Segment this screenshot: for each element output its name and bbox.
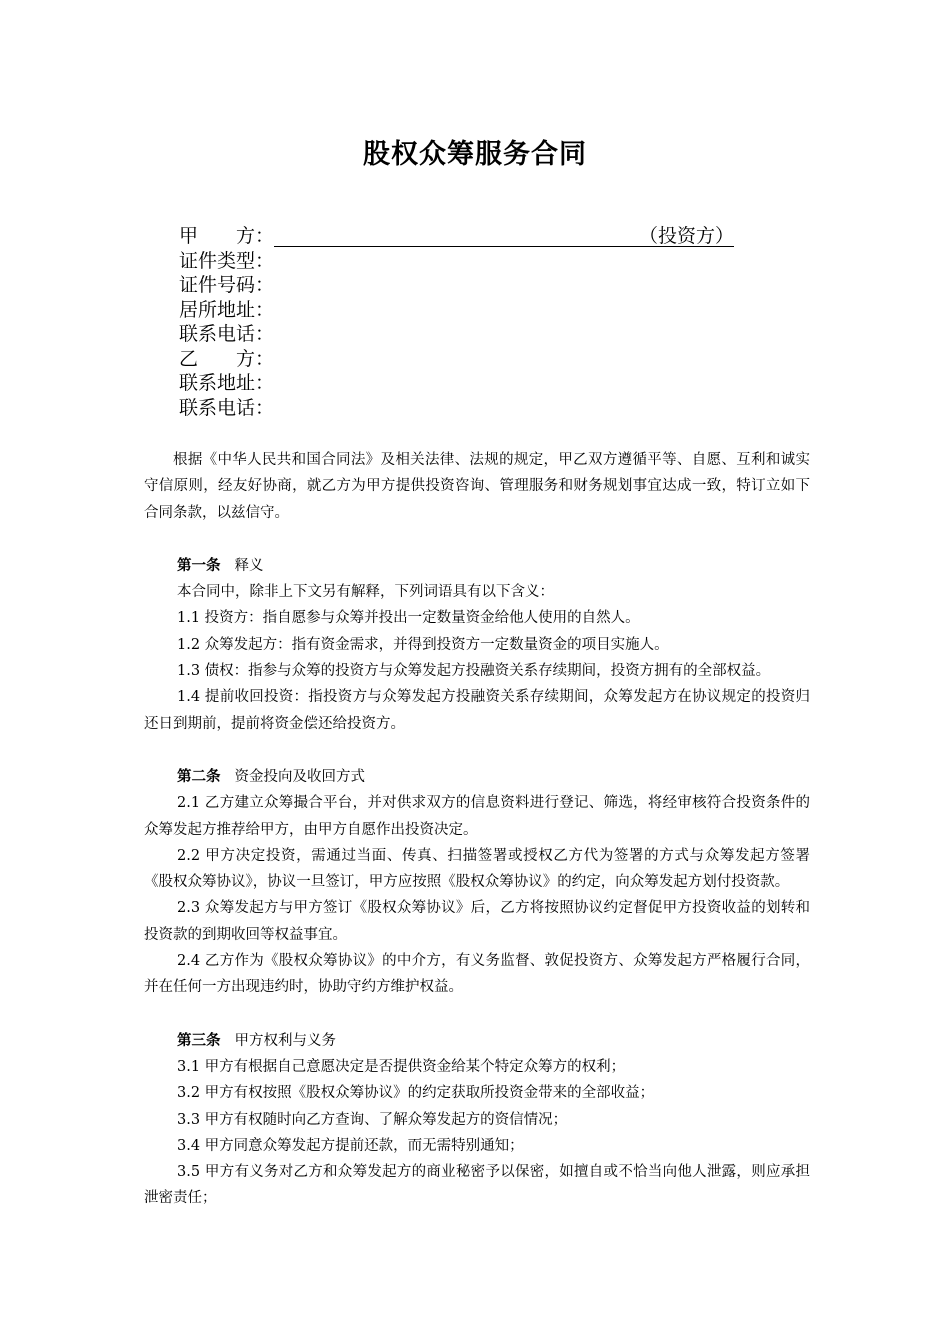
phone-b-label: 联系电话： <box>179 396 275 419</box>
id-number-label: 证件号码： <box>179 274 275 296</box>
party-b-label: 乙 方： <box>179 347 275 370</box>
article-3-heading <box>144 1028 810 1054</box>
address-label: 居所地址： <box>179 298 275 321</box>
phone-a-label: 联系电话： <box>179 323 275 345</box>
party-a-row <box>179 224 779 249</box>
contact-address-label: 联系地址： <box>179 372 275 394</box>
party-info-block <box>179 224 779 420</box>
article-1-title: 释义 <box>234 557 264 574</box>
article-1-paragraph: 1.1 投资方：指自愿参与众筹并投出一定数量资金给他人使用的自然人。 <box>177 610 640 627</box>
article-1-paragraph: 1.3 债权：指参与众筹的投资方与众筹发起方投融资关系存续期间，投资方拥有的全部权益。 <box>177 663 771 680</box>
article-2-number: 第二条 <box>177 767 221 785</box>
article-2-heading <box>144 764 810 790</box>
article-2-title: 资金投向及收回方式 <box>234 768 365 785</box>
article-3-title: 甲方权利与义务 <box>234 1032 336 1049</box>
article-2-paragraph: 2.1 乙方建立众筹撮合平台，并对供求双方的信息资料进行登记、筛选，将经审核符合投资条件的众筹发起方推荐给甲方，由甲方自愿作出投资决定。 <box>144 795 810 838</box>
article-3-paragraph: 3.5 甲方有义务对乙方和众筹发起方的商业秘密予以保密，如擅自或不恰当向他人泄露，则应承担泄密责任； <box>144 1164 810 1207</box>
article-3-paragraph: 3.2 甲方有权按照《股权众筹协议》的约定获取所投资金带来的全部收益； <box>177 1085 655 1102</box>
article-3-paragraph: 3.4 甲方同意众筹发起方提前还款，而无需特别通知； <box>177 1137 524 1154</box>
article-2-paragraph: 2.4 乙方作为《股权众筹协议》的中介方，有义务监督、敦促投资方、众筹发起方严格履行合同，并在任何一方出现违约时，协助守约方维护权益。 <box>144 953 810 996</box>
preamble-paragraph: 根据《中华人民共和国合同法》及相关法律、法规的规定，甲乙双方遵循平等、自愿、互利和诚实守信原则，经友好协商，就乙方为甲方提供投资咨询、管理服务和财务规划事宜达成一致，特订立如下合同条款，以兹信守。 <box>144 452 810 521</box>
article-1-number: 第一条 <box>177 556 221 574</box>
article-1-paragraph: 1.2 众筹发起方：指有资金需求，并得到投资方一定数量资金的项目实施人。 <box>177 636 669 653</box>
article-1-paragraph: 1.4 提前收回投资：指投资方与众筹发起方投融资关系存续期间，众筹发起方在协议规定的投资归还日到期前，提前将资金偿还给投资方。 <box>144 689 810 732</box>
article-3-number: 第三条 <box>177 1031 221 1049</box>
article-3-paragraph: 3.1 甲方有根据自己意愿决定是否提供资金给某个特定众筹方的权利； <box>177 1058 626 1075</box>
party-a-name-field <box>274 224 734 247</box>
page-title: 股权众筹服务合同 <box>363 139 587 170</box>
article-2-paragraph: 2.2 甲方决定投资，需通过当面、传真、扫描签署或授权乙方代为签署的方式与众筹发起方签署《股权众筹协议》，协议一旦签订，甲方应按照《股权众筹协议》的约定，向众筹发起方划付投资款。 <box>144 847 810 891</box>
article-1-paragraph: 本合同中，除非上下文另有解释，下列词语具有以下含义： <box>177 584 554 601</box>
article-1-heading <box>144 553 810 579</box>
id-type-label: 证件类型： <box>179 249 275 272</box>
article-2-paragraph: 2.3 众筹发起方与甲方签订《股权众筹协议》后，乙方将按照协议约定督促甲方投资收益的划转和投资款的到期收回等权益事宜。 <box>144 900 810 943</box>
contract-body <box>144 447 810 1212</box>
party-a-role: （投资方） <box>639 225 735 247</box>
party-a-label: 甲 方： <box>179 225 275 247</box>
article-3-paragraph: 3.3 甲方有权随时向乙方查询、了解众筹发起方的资信情况； <box>177 1111 568 1128</box>
